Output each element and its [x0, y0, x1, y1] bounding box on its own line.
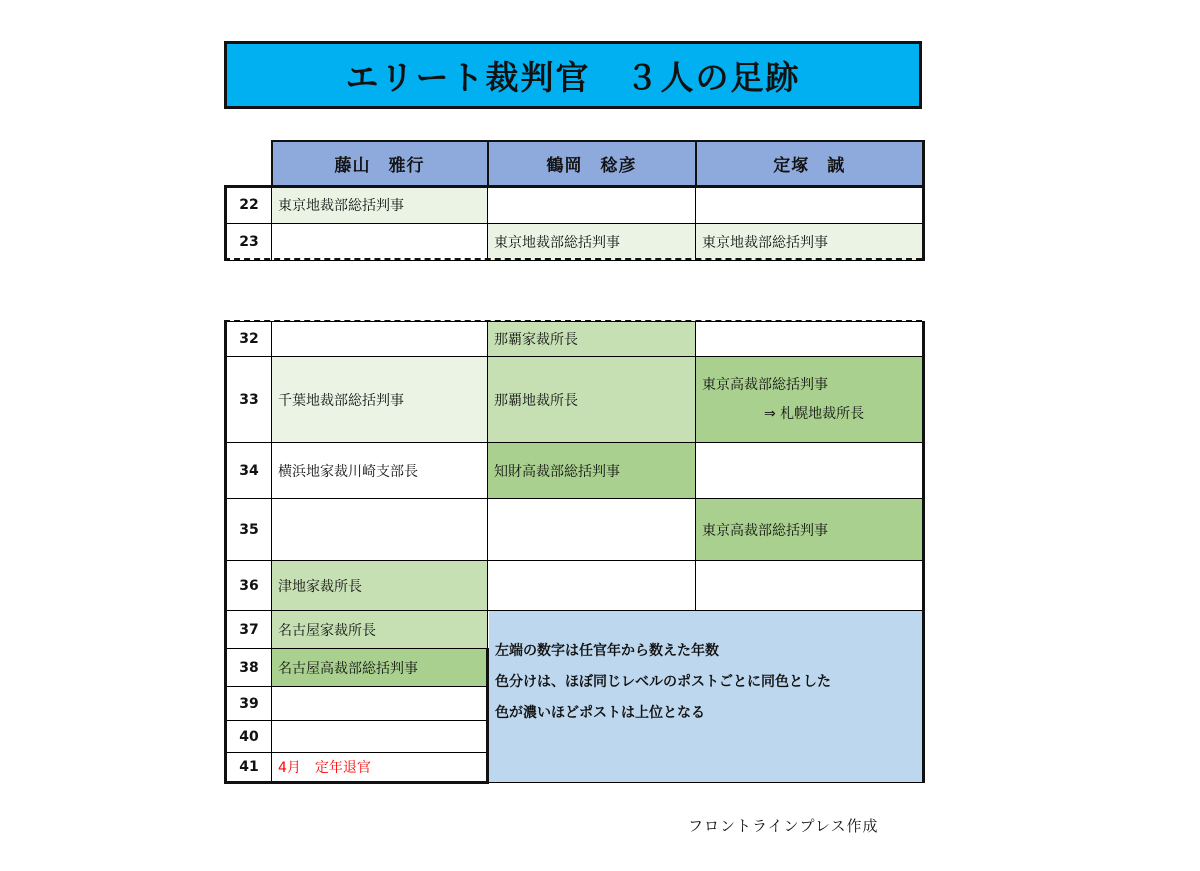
year-cell: 32 — [226, 322, 272, 357]
career-cell — [488, 186, 696, 223]
judge-header-joutsuka: 定塚 誠 — [696, 141, 924, 186]
note-line: 左端の数字は任官年から数えた年数 — [495, 643, 719, 659]
year-cell: 33 — [226, 357, 272, 443]
year-cell: 38 — [226, 649, 272, 687]
table-row — [226, 186, 924, 223]
table-row — [226, 443, 924, 499]
career-cell — [272, 721, 488, 753]
career-cell: 那覇家裁所長 — [488, 322, 696, 357]
career-cell — [272, 223, 488, 260]
page-title: エリート裁判官 ３人の足跡 — [224, 41, 922, 109]
year-cell: 40 — [226, 721, 272, 753]
year-cell: 34 — [226, 443, 272, 499]
year-cell: 37 — [226, 611, 272, 649]
career-cell: 名古屋家裁所長 — [272, 611, 488, 649]
career-cell — [696, 561, 924, 611]
career-cell: 津地家裁所長 — [272, 561, 488, 611]
credit-text: フロントラインプレス作成 — [688, 817, 879, 835]
note-line: 色が濃いほどポストは上位となる — [495, 705, 705, 721]
year-cell: 36 — [226, 561, 272, 611]
year-header — [226, 141, 272, 186]
table-row — [226, 561, 924, 611]
cut-line-top — [224, 258, 922, 260]
year-cell: 39 — [226, 687, 272, 721]
table-row — [226, 322, 924, 357]
career-cell — [696, 322, 924, 357]
year-cell: 35 — [226, 499, 272, 561]
career-table-bottom — [224, 321, 922, 784]
table-row — [226, 611, 924, 649]
career-cell — [272, 322, 488, 357]
career-cell — [272, 499, 488, 561]
year-cell: 22 — [226, 186, 272, 223]
judge-header-fujiyama: 藤山 雅行 — [272, 141, 488, 186]
table-row — [226, 357, 924, 443]
retirement-cell: 4月 定年退官 — [272, 753, 488, 783]
career-cell-subtext: ⇒ 札幌地裁所長 — [764, 405, 865, 422]
year-cell: 23 — [226, 223, 272, 260]
table-row — [226, 499, 924, 561]
career-table-top — [224, 140, 922, 261]
career-cell-text: 東京高裁部総括判事 — [702, 376, 828, 393]
year-cell: 41 — [226, 753, 272, 783]
career-cell: 知財高裁部総括判事 — [488, 443, 696, 499]
career-cell: 東京地裁部総括判事 — [696, 223, 924, 260]
note-line: 色分けは、ほぼ同じレベルのポストごとに同色とした — [495, 674, 831, 690]
career-cell — [488, 499, 696, 561]
career-cell: 那覇地裁所長 — [488, 357, 696, 443]
career-cell — [272, 687, 488, 721]
career-cell: 横浜地家裁川崎支部長 — [272, 443, 488, 499]
career-cell: 東京地裁部総括判事 — [272, 186, 488, 223]
judge-header-tsuruoka: 鶴岡 稔彦 — [488, 141, 696, 186]
career-cell: 千葉地裁部総括判事 — [272, 357, 488, 443]
career-cell — [696, 357, 924, 443]
career-cell — [696, 443, 924, 499]
career-cell — [488, 561, 696, 611]
career-cell: 名古屋高裁部総括判事 — [272, 649, 488, 687]
career-cell: 東京高裁部総括判事 — [696, 499, 924, 561]
legend-note — [488, 611, 924, 783]
career-cell — [696, 186, 924, 223]
table-row — [226, 223, 924, 260]
career-cell: 東京地裁部総括判事 — [488, 223, 696, 260]
